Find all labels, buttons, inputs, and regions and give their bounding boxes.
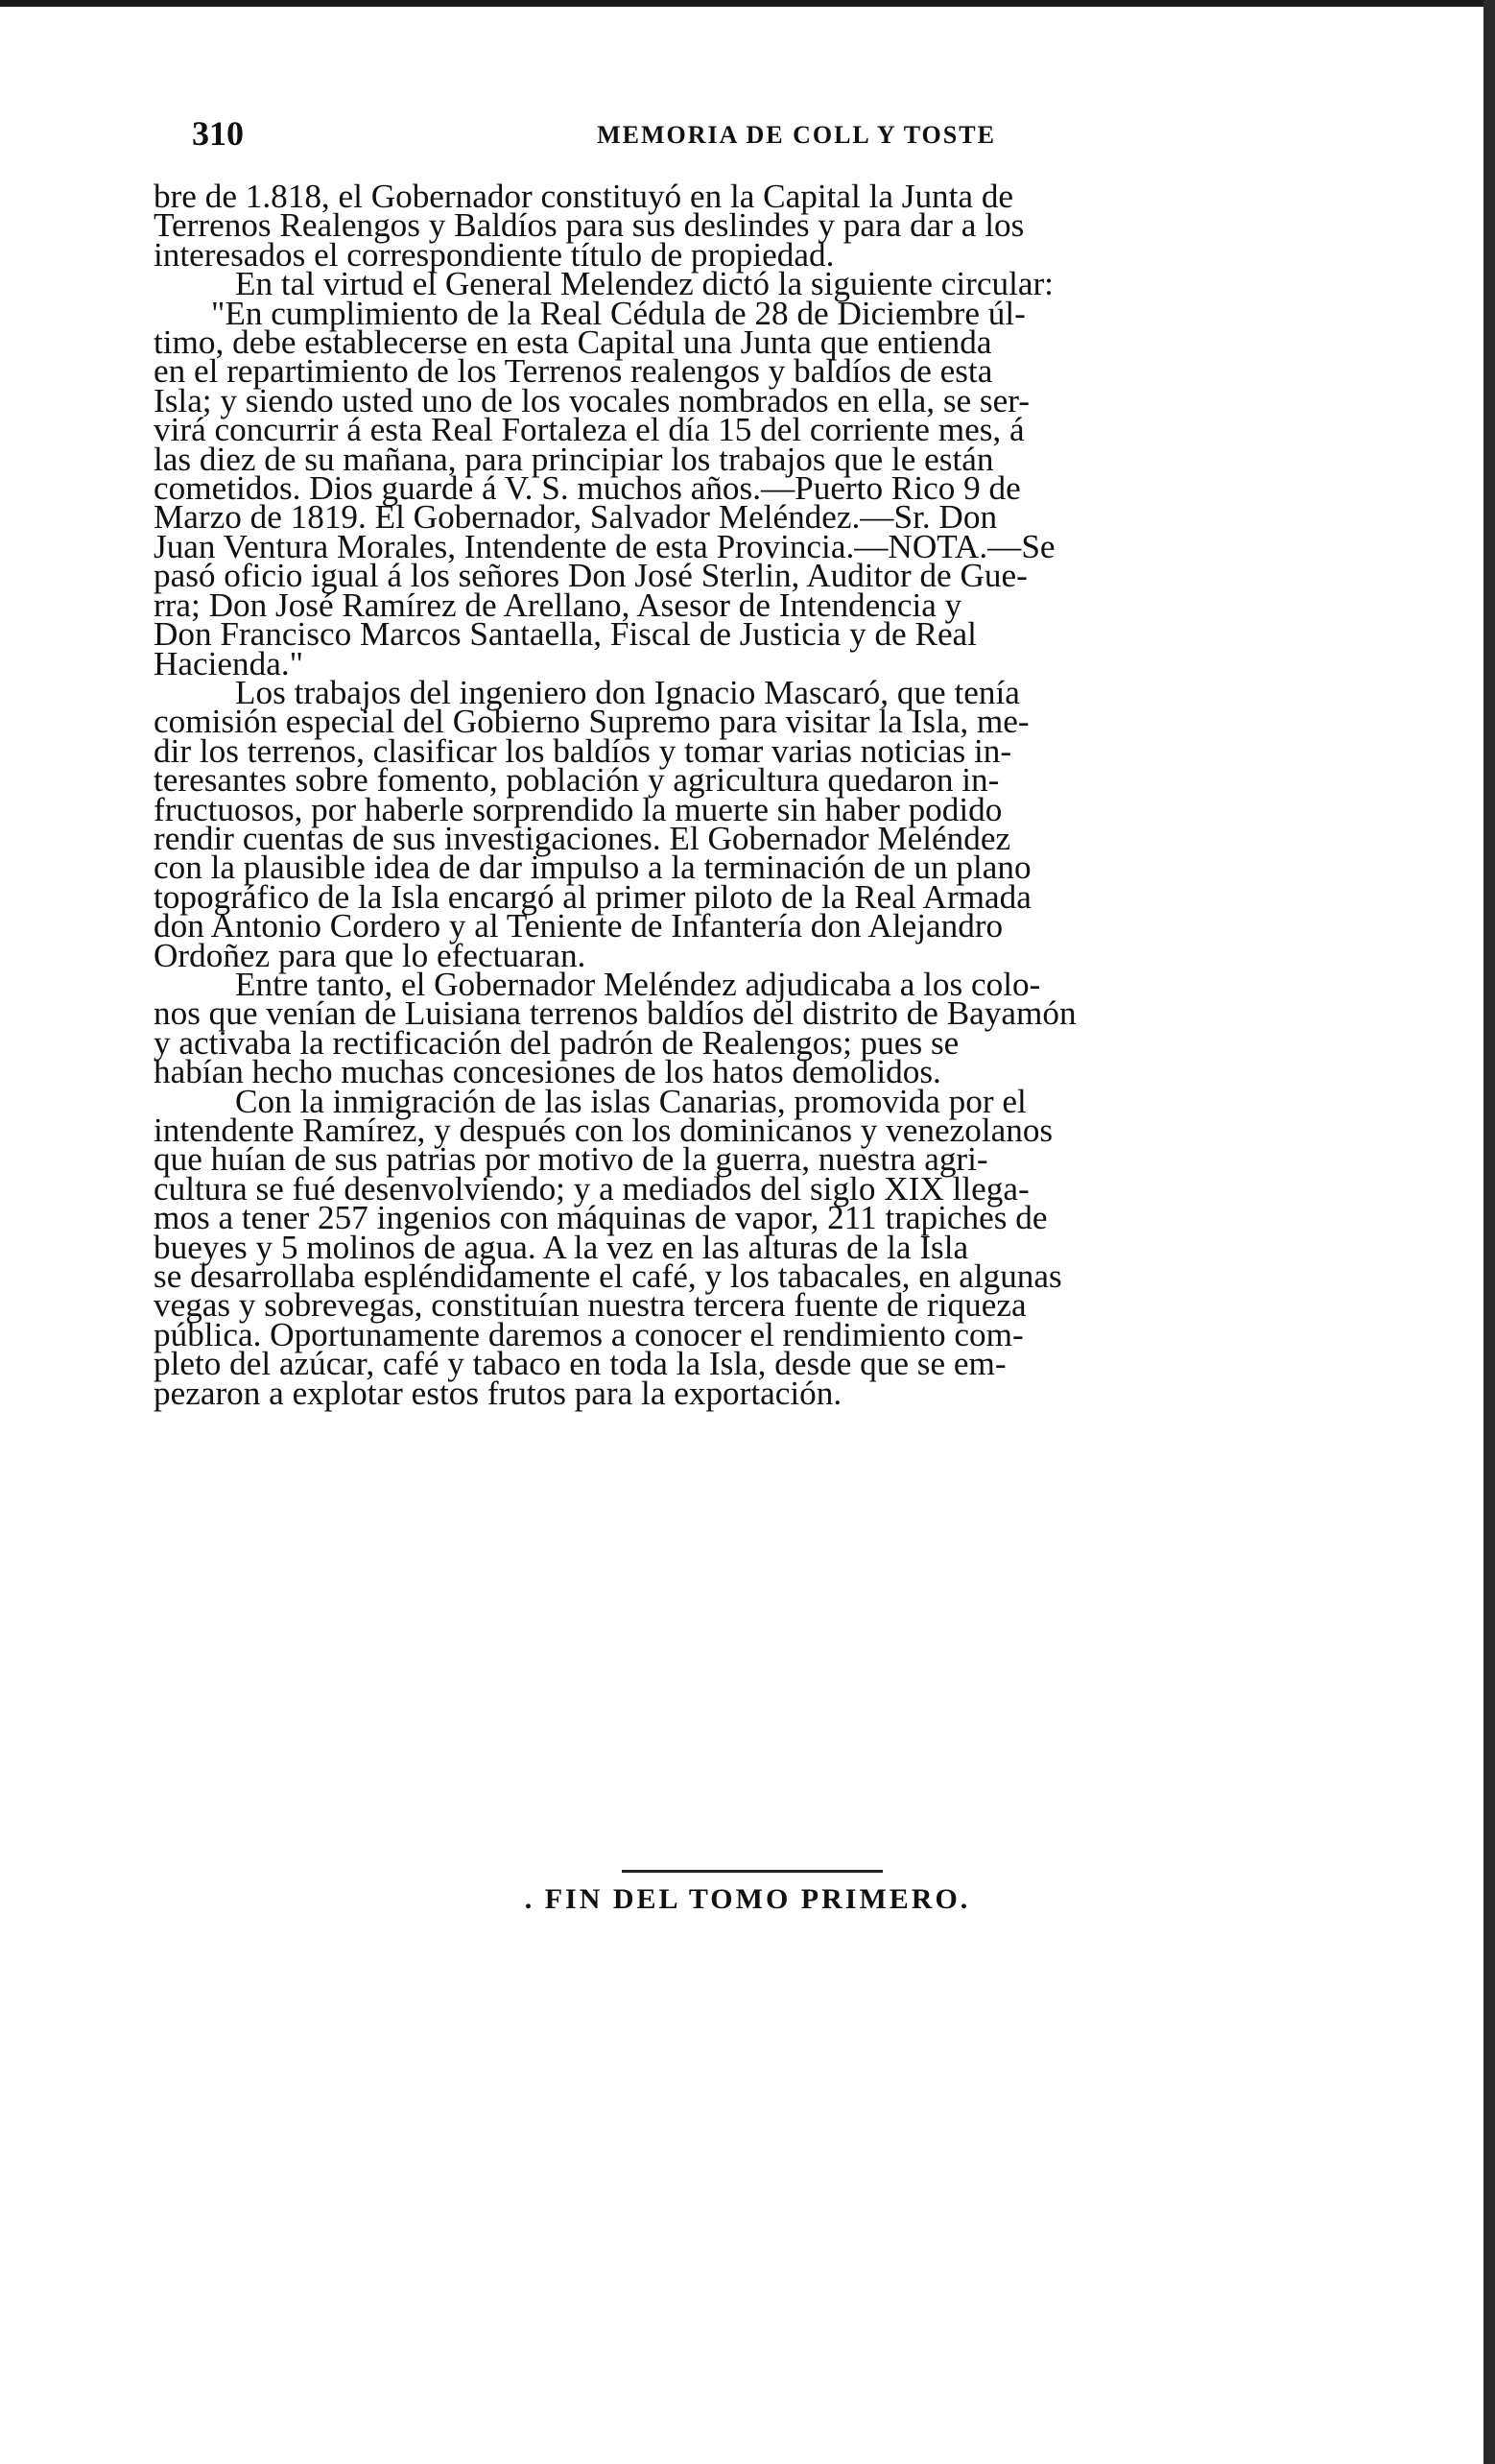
text-line: bre de 1.818, el Gobernador constituyó en la Capital la Junta de — [154, 178, 1014, 215]
text-line: rra; Don José Ramírez de Arellano, Asesor de Intendencia y — [154, 586, 962, 624]
scan-edge-top — [0, 0, 1495, 7]
text-line: mos a tener 257 ingenios con máquinas de vapor, 211 trapiches de — [154, 1199, 1048, 1237]
text-line: Hacienda." — [154, 644, 304, 682]
text-line: que huían de sus patrias por motivo de la guerra, nuestra agri- — [154, 1140, 988, 1179]
text-line: bueyes y 5 molinos de agua. A la vez en las alturas de la Isla — [154, 1228, 969, 1266]
text-line: nos que venían de Luisiana terrenos baldíos del distrito de Bayamón — [154, 994, 1077, 1033]
text-line: Juan Ventura Morales, Intendente de esta Provincia.—NOTA.—Se — [154, 527, 1056, 565]
page-number: 310 — [192, 114, 244, 153]
text-line: Marzo de 1819. El Gobernador, Salvador Meléndez.—Sr. Don — [154, 498, 998, 537]
text-line: intendente Ramírez, y después con los dominicanos y venezolanos — [154, 1112, 1054, 1149]
running-title: MEMORIA DE COLL Y TOSTE — [597, 121, 996, 149]
text-line: dir los terrenos, clasificar los baldíos y tomar varias noticias in- — [154, 731, 1012, 770]
paragraph-6-cont — [154, 1112, 1348, 1412]
text-line: vegas y sobrevegas, constituían nuestra tercera fuente de riqueza — [154, 1286, 1027, 1325]
paragraph-circular-quote-cont — [154, 323, 1348, 682]
text-line: fructuosos, por haberle sorprendido la muerte sin haber podido — [154, 790, 1003, 828]
text-line: Entre tanto, el Gobernador Meléndez adjudicaba a los colo- — [235, 965, 1041, 1003]
text-line: cometidos. Dios guarde á V. S. muchos años.—Puerto Rico 9 de — [154, 469, 1021, 508]
body-text — [154, 178, 1348, 1412]
paragraph-4-cont — [154, 703, 1348, 974]
text-line: topográfico de la Isla encargó al primer piloto de la Real Armada — [154, 877, 1032, 916]
running-head — [192, 113, 1372, 171]
text-line: interesados el correspondiente título de propiedad. — [154, 235, 835, 274]
text-line: rendir cuentas de sus investigaciones. El Gobernador Meléndez — [154, 819, 1011, 857]
text-line: cultura se fué desenvolviendo; y a mediados del siglo XIX llega- — [154, 1169, 1030, 1208]
text-line: don Antonio Cordero y al Teniente de Infantería don Alejandro — [154, 907, 1004, 945]
text-line: timo, debe establecerse en esta Capital una Junta que entienda — [154, 323, 992, 362]
text-line: y activaba la rectificación del padrón de Realengos; pues se — [154, 1023, 960, 1062]
text-line: Don Francisco Marcos Santaella, Fiscal de Justicia y de Real — [154, 615, 977, 654]
text-line: pleto del azúcar, café y tabaco en toda la Isla, desde que se em- — [154, 1345, 1007, 1383]
text-line: Isla; y siendo usted uno de los vocales nombrados en ella, se ser- — [154, 381, 1030, 419]
end-rule — [622, 1870, 883, 1873]
text-line: "En cumplimiento de la Real Cédula de 28 de Diciembre úl- — [211, 294, 1026, 332]
text-line: habían hecho muchas concesiones de los hatos demolidos. — [154, 1053, 941, 1091]
text-line: con la plausible idea de dar impulso a la terminación de un plano — [154, 849, 1032, 887]
text-line: pasó oficio igual á los señores Don José Sterlin, Auditor de Gue- — [154, 557, 1028, 595]
text-line: las diez de su mañana, para principiar los trabajos que le están — [154, 440, 994, 478]
paragraph-5-cont — [154, 994, 1348, 1091]
text-line: comisión especial del Gobierno Supremo para visitar la Isla, me- — [154, 703, 1030, 741]
text-line: se desarrollaba espléndidamente el café, y los tabacales, en algunas — [154, 1257, 1062, 1296]
text-line: Ordoñez para que lo efectuaran. — [154, 936, 586, 974]
text-line: Terrenos Realengos y Baldíos para sus deslindes y para dar a los — [154, 206, 1025, 245]
end-of-volume: . FIN DEL TOMO PRIMERO. — [524, 1883, 971, 1915]
text-line: pezaron a explotar estos frutos para la exportación. — [154, 1374, 842, 1412]
scan-edge-right — [1483, 0, 1495, 2464]
text-line: en el repartimiento de los Terrenos realengos y baldíos de esta — [154, 352, 993, 391]
text-line: Los trabajos del ingeniero don Ignacio Mascaró, que tenía — [235, 673, 1020, 711]
text-line: Con la inmigración de las islas Canarias, promovida por el — [235, 1082, 1027, 1120]
text-line: pública. Oportunamente daremos a conocer el rendimiento com- — [154, 1315, 1024, 1353]
paragraph-1 — [154, 178, 1348, 274]
text-line: En tal virtud el General Melendez dictó la siguiente circular: — [235, 265, 1054, 303]
text-line: virá concurrir á esta Real Fortaleza el día 15 del corriente mes, á — [154, 411, 1025, 449]
text-line: teresantes sobre fomento, población y agricultura quedaron in- — [154, 761, 1000, 800]
